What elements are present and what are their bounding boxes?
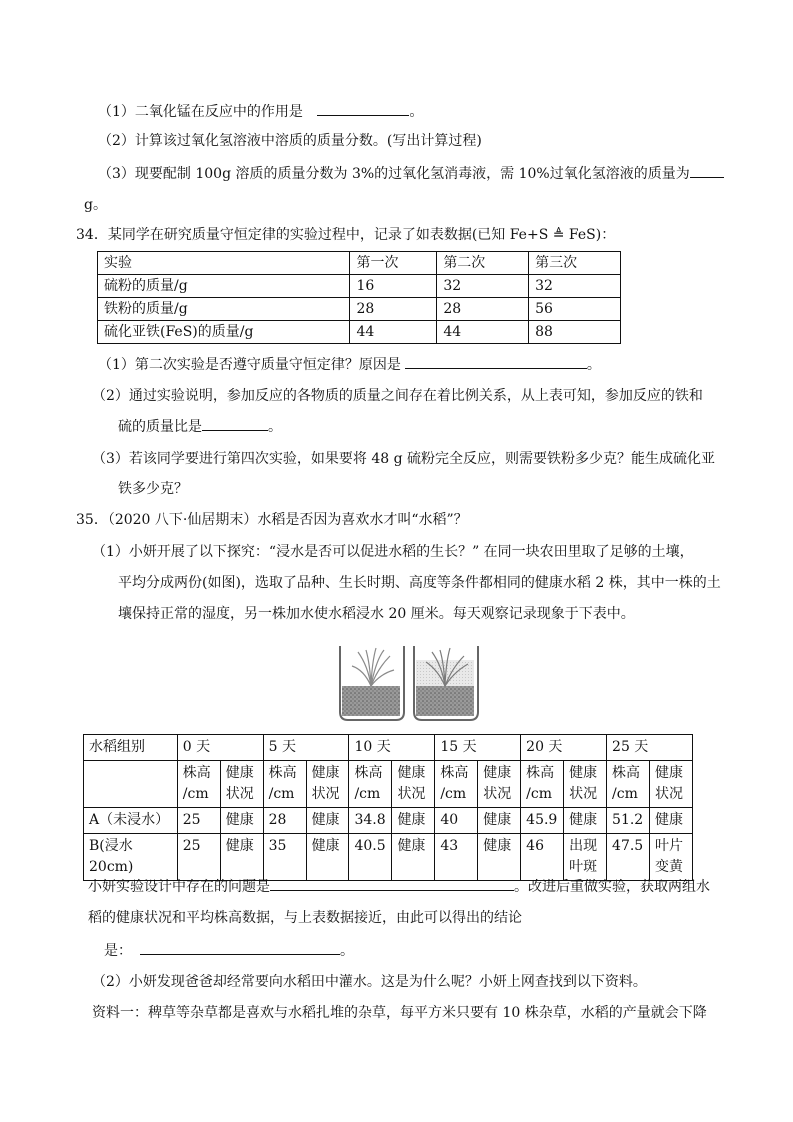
table-cell: 28 — [437, 298, 529, 321]
table-subheader: 健康 状况 — [478, 761, 521, 808]
table-header-row — [98, 252, 621, 275]
table-cell: 34.8 — [349, 808, 392, 834]
q34-part2-line1: （2）通过实验说明，参加反应的各物质的质量之间存在着比例关系，从上表可知，参加反应的铁和 — [92, 388, 703, 404]
table-subheader: 株高 /cm — [177, 761, 220, 808]
table-cell: 32 — [437, 275, 529, 298]
table-cell: 健康 — [478, 834, 521, 881]
q34-part3-line1: （3）若该同学要进行第四次实验，如果要将 48 g 硫粉完全反应，则需要铁粉多少克？能生成硫化亚 — [92, 451, 716, 467]
q35-after-line1: 小妍实验设计中存在的问题是 。改进后重做实验，获取两组水 — [88, 876, 710, 897]
table-cell: 健康 — [306, 834, 349, 881]
table-cell: 51.2 — [607, 808, 650, 834]
q35-after-line2: 稻的健康状况和平均株高数据，与上表数据接近，由此可以得出的结论 — [88, 910, 522, 926]
q34-part1: （1）第二次实验是否遵守质量守恒定律？原因是 。 — [98, 354, 601, 375]
table-header: 20 天 — [521, 735, 607, 761]
table-header: 25 天 — [607, 735, 693, 761]
table-subheader: 株高 /cm — [349, 761, 392, 808]
table-cell: 健康 — [650, 808, 693, 834]
table-cell: 健康 — [306, 808, 349, 834]
q35-data-table — [83, 734, 693, 881]
q34-data-table — [97, 251, 621, 344]
table-header-row — [84, 735, 693, 761]
table-row — [98, 298, 621, 321]
q35-reference1: 资料一：稗草等杂草都是喜欢与水稻扎堆的杂草，每平方米只要有 10 株杂草，水稻的产量就会下降 — [92, 1005, 707, 1021]
table-cell: 46 — [521, 834, 564, 881]
answer-blank[interactable] — [690, 163, 724, 178]
table-subheader: 株高 /cm — [521, 761, 564, 808]
table-cell: 健康 — [220, 808, 263, 834]
table-header: 5 天 — [263, 735, 349, 761]
q33-part3-unit: g。 — [84, 197, 107, 213]
table-header: 实验 — [98, 252, 350, 275]
q35-after-line3: 是： 。 — [104, 940, 354, 961]
table-cell: 43 — [435, 834, 478, 881]
q35-part1-line3: 壤保持正常的湿度，另一株加水使水稻浸水 20 厘米。每天观察记录现象于下表中。 — [118, 606, 635, 622]
table-subheader: 株高 /cm — [435, 761, 478, 808]
pot-a-icon — [340, 646, 404, 720]
table-subheader: 健康 状况 — [392, 761, 435, 808]
table-cell: 47.5 — [607, 834, 650, 881]
table-header: 第一次 — [350, 252, 437, 275]
table-cell: 硫粉的质量/g — [98, 275, 350, 298]
table-cell: 健康 — [478, 808, 521, 834]
q35-part1-line2: 平均分成两份(如图)，选取了品种、生长时期、高度等条件都相同的健康水稻 2 株，其中一株的土 — [118, 575, 721, 591]
q35-stem: 35．（2020 八下·仙居期末）水稻是否因为喜欢水才叫“水稻”？ — [76, 512, 468, 528]
answer-blank[interactable] — [405, 354, 587, 369]
table-cell: 44 — [350, 321, 437, 344]
q34-part2-line2: 硫的质量比是 。 — [118, 416, 282, 437]
q35-part1-line1: （1）小妍开展了以下探究：“浸水是否可以促进水稻的生长？” 在同一块农田里取了足够的土壤， — [92, 544, 694, 560]
pot-b-icon — [414, 646, 478, 720]
answer-blank[interactable] — [270, 876, 514, 891]
q34-part3-line2: 铁多少克？ — [118, 481, 188, 497]
table-header: 第三次 — [529, 252, 621, 275]
table-cell: 88 — [529, 321, 621, 344]
table-header: 水稻组别 — [84, 735, 178, 761]
table-row — [98, 321, 621, 344]
table-subheader: 株高 /cm — [263, 761, 306, 808]
table-subheader-row — [84, 761, 693, 808]
table-cell: 45.9 — [521, 808, 564, 834]
answer-blank[interactable] — [202, 416, 268, 431]
table-subheader: 健康 状况 — [564, 761, 607, 808]
table-cell: 健康 — [392, 808, 435, 834]
table-header: 15 天 — [435, 735, 521, 761]
table-cell: 铁粉的质量/g — [98, 298, 350, 321]
table-cell: 35 — [263, 834, 306, 881]
table-cell: B(浸水 20cm) — [84, 834, 178, 881]
table-subheader: 株高 /cm — [607, 761, 650, 808]
table-cell: 健康 — [392, 834, 435, 881]
table-subheader: 健康 状况 — [220, 761, 263, 808]
q33-part2: （2）计算该过氧化氢溶液中溶质的质量分数。(写出计算过程) — [98, 133, 482, 149]
q33-part1: （1）二氧化锰在反应中的作用是 。 — [98, 101, 423, 122]
table-cell: 叶片 变黄 — [650, 834, 693, 881]
q33-part3: （3）现要配制 100g 溶质的质量分数为 3%的过氧化氢消毒液，需 10%过氧化氢溶液的质量为 — [98, 163, 724, 184]
table-cell: 25 — [177, 808, 220, 834]
table-row — [84, 834, 693, 881]
answer-blank[interactable] — [140, 940, 340, 955]
table-cell: A（未浸水） — [84, 808, 178, 834]
table-header: 10 天 — [349, 735, 435, 761]
table-cell: 25 — [177, 834, 220, 881]
answer-blank[interactable] — [317, 101, 409, 116]
table-cell: 健康 — [220, 834, 263, 881]
table-cell: 40.5 — [349, 834, 392, 881]
table-row — [98, 275, 621, 298]
table-cell: 硫化亚铁(FeS)的质量/g — [98, 321, 350, 344]
table-cell: 32 — [529, 275, 621, 298]
table-cell: 28 — [263, 808, 306, 834]
table-cell: 40 — [435, 808, 478, 834]
table-cell: 56 — [529, 298, 621, 321]
table-header: 0 天 — [177, 735, 263, 761]
table-cell: 28 — [350, 298, 437, 321]
table-subheader: 健康 状况 — [650, 761, 693, 808]
table-cell: 44 — [437, 321, 529, 344]
table-row — [84, 808, 693, 834]
table-header: 第二次 — [437, 252, 529, 275]
rice-pot-illustration — [338, 640, 480, 722]
q34-stem: 34．某同学在研究质量守恒定律的实验过程中，记录了如表数据(已知 Fe+S ≜ FeS)： — [76, 227, 616, 243]
table-subheader: 健康 状况 — [306, 761, 349, 808]
table-cell: 16 — [350, 275, 437, 298]
table-cell — [84, 761, 178, 808]
table-cell: 出现 叶斑 — [564, 834, 607, 881]
q35-part2: （2）小妍发现爸爸却经常要向水稻田中灌水。这是为什么呢？小妍上网查找到以下资料。 — [92, 974, 647, 990]
table-cell: 健康 — [564, 808, 607, 834]
